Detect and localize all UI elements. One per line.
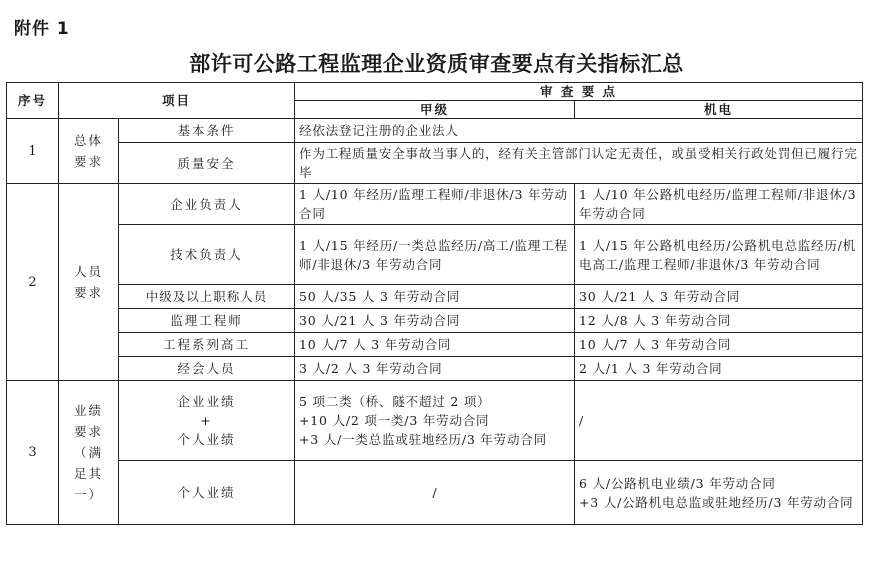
category-label: 总体要求 xyxy=(73,133,103,169)
electromechanical-cell: 12 人/8 人 3 年劳动合同 xyxy=(575,309,863,333)
item-plus: + xyxy=(200,413,213,428)
attachment-label: 附件 1 xyxy=(14,19,70,39)
value-cell: 经依法登记注册的企业法人 xyxy=(295,119,863,143)
item-cell: 监理工程师 xyxy=(119,309,295,333)
grade-a-cell: 10 人/7 人 3 年劳动合同 xyxy=(295,333,575,357)
table-row xyxy=(7,461,863,525)
item-line: 企业业绩 xyxy=(177,394,236,409)
header-review-points: 审 查 要 点 xyxy=(295,83,863,101)
grade-a-cell: 30 人/21 人 3 年劳动合同 xyxy=(295,309,575,333)
value-cell: 作为工程质量安全事故当事人的，经有关主管部门认定无责任，或虽受相关行政处罚但已履行完毕 xyxy=(295,143,863,184)
table-row xyxy=(7,333,863,357)
table-row xyxy=(7,143,863,184)
category-cell xyxy=(59,381,119,525)
grade-a-cell: 1 人/15 年经历/一类总监经历/高工/监理工程师/非退休/3 年劳动合同 xyxy=(295,225,575,285)
item-cell xyxy=(119,381,295,461)
item-line: 个人业绩 xyxy=(177,432,236,447)
grade-a-cell: 1 人/10 年经历/监理工程师/非退休/3 年劳动合同 xyxy=(295,184,575,225)
header-electromechanical: 机电 xyxy=(575,101,863,119)
category-cell xyxy=(59,184,119,381)
category-label: 业绩要求（满足其一） xyxy=(73,403,103,502)
electromechanical-cell: 1 人/10 年公路机电经历/监理工程师/非退休/3 年劳动合同 xyxy=(575,184,863,225)
page-title: 部许可公路工程监理企业资质审查要点有关指标汇总 xyxy=(189,52,684,76)
table-row xyxy=(7,225,863,285)
item-cell: 质量安全 xyxy=(119,143,295,184)
table-row xyxy=(7,285,863,309)
header-item: 项目 xyxy=(59,83,295,119)
table-row xyxy=(7,357,863,381)
header-grade-a: 甲级 xyxy=(295,101,575,119)
row-no: 1 xyxy=(7,119,59,184)
item-cell: 个人业绩 xyxy=(119,461,295,525)
item-cell: 企业负责人 xyxy=(119,184,295,225)
grade-a-cell: / xyxy=(295,461,575,525)
electromechanical-cell: / xyxy=(575,381,863,461)
grade-a-cell: 5 项二类（桥、隧不超过 2 项） +10 人/2 项一类/3 年劳动合同 +3 人/一类总监或驻地经历/3 年劳动合同 xyxy=(295,381,575,461)
header-no: 序号 xyxy=(7,83,59,119)
electromechanical-cell: 10 人/7 人 3 年劳动合同 xyxy=(575,333,863,357)
row-no: 3 xyxy=(7,381,59,525)
item-cell: 基本条件 xyxy=(119,119,295,143)
item-cell: 技术负责人 xyxy=(119,225,295,285)
item-cell: 中级及以上职称人员 xyxy=(119,285,295,309)
category-label: 人员要求 xyxy=(73,264,103,300)
electromechanical-cell: 1 人/15 年公路机电经历/公路机电总监经历/机电高工/监理工程师/非退休/3 年劳动合同 xyxy=(575,225,863,285)
item-cell: 经会人员 xyxy=(119,357,295,381)
grade-a-cell: 50 人/35 人 3 年劳动合同 xyxy=(295,285,575,309)
item-cell: 工程系列高工 xyxy=(119,333,295,357)
electromechanical-cell: 30 人/21 人 3 年劳动合同 xyxy=(575,285,863,309)
row-no: 2 xyxy=(7,184,59,381)
table-row xyxy=(7,381,863,461)
table-row xyxy=(7,184,863,225)
indicator-table xyxy=(6,82,863,525)
grade-a-cell: 3 人/2 人 3 年劳动合同 xyxy=(295,357,575,381)
table-row xyxy=(7,119,863,143)
electromechanical-cell: 2 人/1 人 3 年劳动合同 xyxy=(575,357,863,381)
category-cell xyxy=(59,119,119,184)
electromechanical-cell: 6 人/公路机电业绩/3 年劳动合同 +3 人/公路机电总监或驻地经历/3 年劳动合同 xyxy=(575,461,863,525)
table-row xyxy=(7,309,863,333)
